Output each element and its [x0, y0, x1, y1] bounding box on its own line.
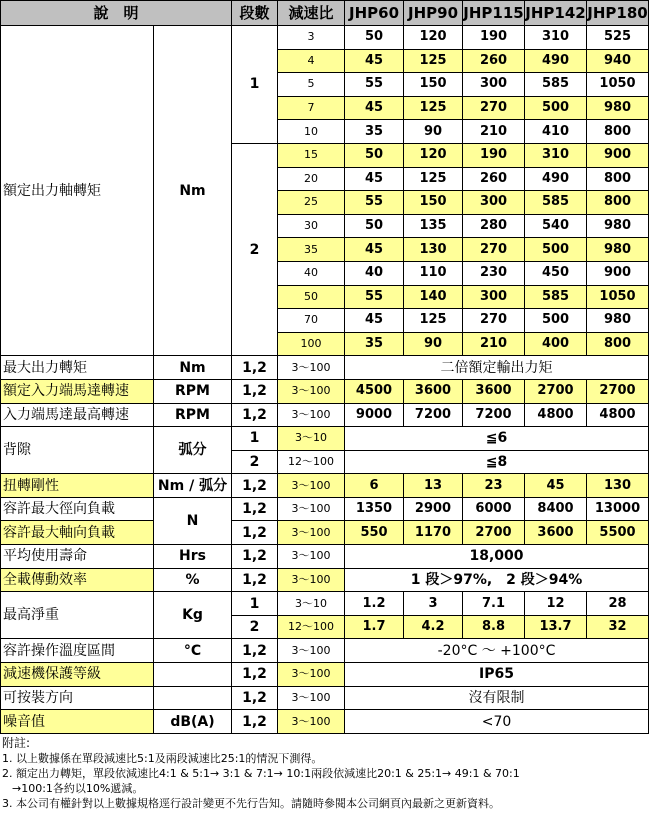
value-cell: 150 — [404, 191, 463, 215]
value-cell: 500 — [525, 238, 587, 262]
table-row — [1, 497, 649, 521]
table-row — [1, 663, 649, 687]
ratio-cell: 3～10 — [278, 592, 345, 616]
value-cell: 32 — [587, 615, 649, 639]
table-row — [1, 427, 649, 451]
value-cell: 270 — [463, 309, 525, 333]
unit-cell: Hrs — [154, 545, 232, 569]
unit-cell: Nm — [154, 356, 232, 380]
value-cell: 沒有限制 — [345, 686, 649, 710]
row-label-protection: 減速機保護等級 — [1, 663, 154, 687]
value-cell: 585 — [525, 73, 587, 97]
stage-cell: 1,2 — [232, 379, 278, 403]
value-cell: 45 — [345, 96, 404, 120]
value-cell: 280 — [463, 214, 525, 238]
header-model: JHP142 — [525, 1, 587, 26]
value-cell: 35 — [345, 120, 404, 144]
table-row — [1, 568, 649, 592]
stage-cell: 1 — [232, 427, 278, 451]
unit-cell — [154, 663, 232, 687]
stage-cell: 2 — [232, 143, 278, 355]
table-row — [1, 474, 649, 498]
unit-cell: RPM — [154, 379, 232, 403]
value-cell: 210 — [463, 332, 525, 356]
stage-cell: 1,2 — [232, 356, 278, 380]
value-cell: 1 段＞97%, 2 段＞94% — [345, 568, 649, 592]
table-row — [1, 710, 649, 734]
row-label-max-speed: 入力端馬達最高轉速 — [1, 403, 154, 427]
value-cell: 800 — [587, 167, 649, 191]
notes-title: 附註: — [2, 735, 31, 750]
value-cell: 500 — [525, 309, 587, 333]
table-row — [1, 379, 649, 403]
value-cell: 3 — [404, 592, 463, 616]
unit-cell: N — [154, 497, 232, 544]
value-cell: <70 — [345, 710, 649, 734]
value-cell: 7.1 — [463, 592, 525, 616]
value-cell: 450 — [525, 261, 587, 285]
value-cell: 1050 — [587, 73, 649, 97]
ratio-cell: 12～100 — [278, 615, 345, 639]
value-cell: 1050 — [587, 285, 649, 309]
value-cell: 3600 — [463, 379, 525, 403]
table-row — [1, 639, 649, 663]
ratio-cell: 40 — [278, 261, 345, 285]
stage-cell: 1,2 — [232, 403, 278, 427]
value-cell: 125 — [404, 49, 463, 73]
note-1: 1. 以上數據係在單段減速比5:1及兩段減速比25:1的情況下測得。 — [2, 751, 323, 765]
ratio-cell: 3～100 — [278, 663, 345, 687]
value-cell: 585 — [525, 285, 587, 309]
unit-cell: % — [154, 568, 232, 592]
row-label-radial-load: 容許最大徑向負載 — [1, 497, 154, 521]
ratio-cell: 3～100 — [278, 403, 345, 427]
value-cell: 45 — [525, 474, 587, 498]
note-3: 3. 本公司有權針對以上數據規格逕行設計變更不先行告知。請隨時參閱本公司網頁內最新之更新資料。 — [2, 796, 500, 810]
header-stage: 段數 — [232, 1, 278, 26]
ratio-cell: 25 — [278, 191, 345, 215]
value-cell: 13.7 — [525, 615, 587, 639]
stage-cell: 1,2 — [232, 639, 278, 663]
value-cell: 12 — [525, 592, 587, 616]
value-cell: 3600 — [525, 521, 587, 545]
stage-cell: 1,2 — [232, 545, 278, 569]
ratio-cell: 20 — [278, 167, 345, 191]
value-cell: 8400 — [525, 497, 587, 521]
table-row — [1, 403, 649, 427]
value-cell: 4800 — [525, 403, 587, 427]
row-label-axial-load: 容許最大軸向負載 — [1, 521, 154, 545]
ratio-cell: 3～100 — [278, 710, 345, 734]
value-cell: 125 — [404, 167, 463, 191]
value-cell: 900 — [587, 261, 649, 285]
ratio-cell: 12～100 — [278, 450, 345, 474]
unit-cell: °C — [154, 639, 232, 663]
value-cell: 1170 — [404, 521, 463, 545]
value-cell: 110 — [404, 261, 463, 285]
header-desc: 說 明 — [1, 1, 232, 26]
ratio-cell: 3 — [278, 26, 345, 50]
ratio-cell: 100 — [278, 332, 345, 356]
value-cell: 45 — [345, 167, 404, 191]
value-cell: 9000 — [345, 403, 404, 427]
value-cell: 800 — [587, 120, 649, 144]
value-cell: 55 — [345, 73, 404, 97]
stage-cell: 1,2 — [232, 521, 278, 545]
header-row — [1, 1, 649, 26]
ratio-cell: 3～100 — [278, 379, 345, 403]
value-cell: 525 — [587, 26, 649, 50]
stage-cell: 1,2 — [232, 686, 278, 710]
value-cell: 40 — [345, 261, 404, 285]
value-cell: 5500 — [587, 521, 649, 545]
row-label-stiffness: 扭轉剛性 — [1, 474, 154, 498]
ratio-cell: 3～100 — [278, 356, 345, 380]
row-label-backlash: 背隙 — [1, 427, 154, 474]
value-cell: 260 — [463, 167, 525, 191]
table-row — [1, 545, 649, 569]
stage-cell: 1 — [232, 26, 278, 144]
stage-cell: 2 — [232, 615, 278, 639]
value-cell: 900 — [587, 143, 649, 167]
row-label-efficiency: 全載傳動效率 — [1, 568, 154, 592]
stage-cell: 1,2 — [232, 568, 278, 592]
value-cell: 3600 — [404, 379, 463, 403]
value-cell: 6 — [345, 474, 404, 498]
value-cell: 940 — [587, 49, 649, 73]
value-cell: 8.8 — [463, 615, 525, 639]
value-cell: 135 — [404, 214, 463, 238]
value-cell: -20°C ～ +100°C — [345, 639, 649, 663]
stage-cell: 1,2 — [232, 663, 278, 687]
value-cell: 190 — [463, 26, 525, 50]
value-cell: 980 — [587, 309, 649, 333]
unit-cell: Kg — [154, 592, 232, 639]
value-cell: 130 — [404, 238, 463, 262]
value-cell: 二倍額定輸出力矩 — [345, 356, 649, 380]
row-label-rated-torque: 額定出力軸轉矩 — [1, 26, 154, 356]
unit-cell: Nm / 弧分 — [154, 474, 232, 498]
ratio-cell: 3～10 — [278, 427, 345, 451]
value-cell: 35 — [345, 332, 404, 356]
value-cell: 1.2 — [345, 592, 404, 616]
value-cell: 550 — [345, 521, 404, 545]
header-model: JHP90 — [404, 1, 463, 26]
value-cell: 50 — [345, 214, 404, 238]
value-cell: 230 — [463, 261, 525, 285]
ratio-cell: 7 — [278, 96, 345, 120]
ratio-cell: 3～100 — [278, 497, 345, 521]
value-cell: 28 — [587, 592, 649, 616]
unit-cell: RPM — [154, 403, 232, 427]
value-cell: 800 — [587, 191, 649, 215]
value-cell: 490 — [525, 49, 587, 73]
ratio-cell: 3～100 — [278, 639, 345, 663]
value-cell: 4.2 — [404, 615, 463, 639]
row-label-temperature: 容許操作溫度區間 — [1, 639, 154, 663]
table-row — [1, 592, 649, 616]
table-row — [1, 26, 649, 50]
value-cell: 2700 — [463, 521, 525, 545]
value-cell: 310 — [525, 26, 587, 50]
ratio-cell: 70 — [278, 309, 345, 333]
value-cell: 210 — [463, 120, 525, 144]
stage-cell: 1,2 — [232, 497, 278, 521]
row-label-noise: 噪音值 — [1, 710, 154, 734]
value-cell: 120 — [404, 143, 463, 167]
value-cell: 300 — [463, 191, 525, 215]
value-cell: 50 — [345, 143, 404, 167]
value-cell: 13000 — [587, 497, 649, 521]
ratio-cell: 15 — [278, 143, 345, 167]
value-cell: 45 — [345, 309, 404, 333]
value-cell: 980 — [587, 238, 649, 262]
value-cell: IP65 — [345, 663, 649, 687]
notes — [0, 734, 648, 811]
value-cell: 4800 — [587, 403, 649, 427]
value-cell: 270 — [463, 238, 525, 262]
header-model: JHP60 — [345, 1, 404, 26]
value-cell: 125 — [404, 96, 463, 120]
row-label-mounting: 可按裝方向 — [1, 686, 154, 710]
value-cell: 150 — [404, 73, 463, 97]
ratio-cell: 3～100 — [278, 545, 345, 569]
value-cell: 500 — [525, 96, 587, 120]
value-cell: ≦8 — [345, 450, 649, 474]
value-cell: 50 — [345, 26, 404, 50]
header-model: JHP115 — [463, 1, 525, 26]
value-cell: 800 — [587, 332, 649, 356]
note-2-continued: →100:1各約以10%遞減。 — [12, 781, 144, 795]
value-cell: 1350 — [345, 497, 404, 521]
value-cell: 55 — [345, 285, 404, 309]
value-cell: 45 — [345, 238, 404, 262]
value-cell: 400 — [525, 332, 587, 356]
value-cell: 190 — [463, 143, 525, 167]
stage-cell: 2 — [232, 450, 278, 474]
value-cell: 490 — [525, 167, 587, 191]
ratio-cell: 35 — [278, 238, 345, 262]
stage-cell: 1 — [232, 592, 278, 616]
note-2: 2. 額定出力轉矩，單段依減速比4:1 & 5:1→ 3:1 & 7:1→ 10:1兩段依減速比20:1 & 25:1→ 49:1 & 70:1 — [2, 766, 520, 780]
value-cell: 300 — [463, 285, 525, 309]
ratio-cell: 3～100 — [278, 474, 345, 498]
value-cell: 120 — [404, 26, 463, 50]
value-cell: 7200 — [404, 403, 463, 427]
unit-cell: dB(A) — [154, 710, 232, 734]
stage-cell: 1,2 — [232, 474, 278, 498]
row-label-max-torque: 最大出力轉矩 — [1, 356, 154, 380]
header-model: JHP180 — [587, 1, 649, 26]
ratio-cell: 50 — [278, 285, 345, 309]
value-cell: 18,000 — [345, 545, 649, 569]
value-cell: 55 — [345, 191, 404, 215]
value-cell: 980 — [587, 214, 649, 238]
stage-cell: 1,2 — [232, 710, 278, 734]
value-cell: 260 — [463, 49, 525, 73]
row-label-weight: 最高淨重 — [1, 592, 154, 639]
value-cell: 4500 — [345, 379, 404, 403]
value-cell: 980 — [587, 96, 649, 120]
value-cell: 45 — [345, 49, 404, 73]
value-cell: 270 — [463, 96, 525, 120]
value-cell: 2700 — [525, 379, 587, 403]
value-cell: 90 — [404, 120, 463, 144]
table-row — [1, 521, 649, 545]
value-cell: 300 — [463, 73, 525, 97]
table-row — [1, 686, 649, 710]
header-ratio: 減速比 — [278, 1, 345, 26]
value-cell: 310 — [525, 143, 587, 167]
value-cell: 2700 — [587, 379, 649, 403]
unit-cell: 弧分 — [154, 427, 232, 474]
ratio-cell: 4 — [278, 49, 345, 73]
row-label-life: 平均使用壽命 — [1, 545, 154, 569]
value-cell: 13 — [404, 474, 463, 498]
unit-cell — [154, 686, 232, 710]
value-cell: 410 — [525, 120, 587, 144]
value-cell: 2900 — [404, 497, 463, 521]
value-cell: ≦6 — [345, 427, 649, 451]
value-cell: 7200 — [463, 403, 525, 427]
value-cell: 6000 — [463, 497, 525, 521]
unit-cell: Nm — [154, 26, 232, 356]
value-cell: 140 — [404, 285, 463, 309]
value-cell: 585 — [525, 191, 587, 215]
table-row — [1, 356, 649, 380]
ratio-cell: 10 — [278, 120, 345, 144]
value-cell: 540 — [525, 214, 587, 238]
ratio-cell: 3～100 — [278, 568, 345, 592]
value-cell: 1.7 — [345, 615, 404, 639]
value-cell: 130 — [587, 474, 649, 498]
ratio-cell: 3～100 — [278, 521, 345, 545]
value-cell: 125 — [404, 309, 463, 333]
ratio-cell: 3～100 — [278, 686, 345, 710]
value-cell: 23 — [463, 474, 525, 498]
value-cell: 90 — [404, 332, 463, 356]
ratio-cell: 30 — [278, 214, 345, 238]
ratio-cell: 5 — [278, 73, 345, 97]
row-label-rated-speed: 額定入力端馬達轉速 — [1, 379, 154, 403]
